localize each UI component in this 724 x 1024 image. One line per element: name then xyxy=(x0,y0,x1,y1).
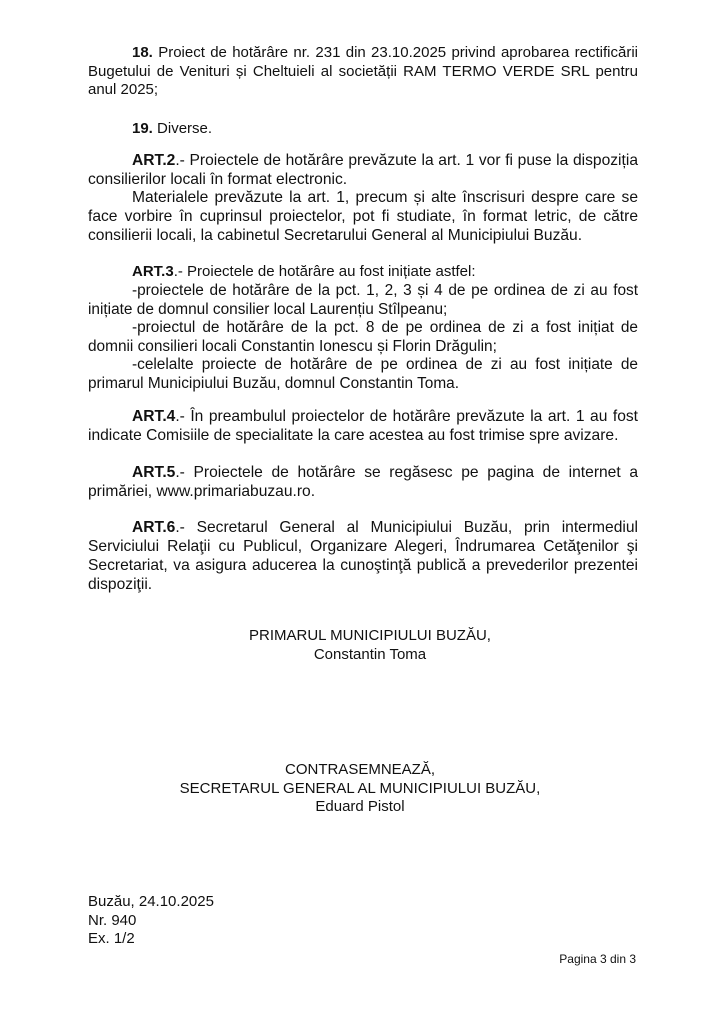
document-registration xyxy=(88,893,214,949)
article-text: .- În preambulul proiectelor de hotărâre prevăzute la art. 1 au fost indicate Comisiile de specialitate la care acestea au fost trimise spre avizare. xyxy=(88,408,638,444)
copy-number: Ex. 1/2 xyxy=(88,930,135,948)
article-label: ART.2 xyxy=(132,152,176,169)
article-3-paragraph-1 xyxy=(88,263,638,282)
article-3-list-item-3: -celelalte proiecte de hotărâre de pe ordinea de zi au fost inițiate de primarul Municipiului Buzău, domnul Constantin Toma. xyxy=(88,356,638,392)
agenda-item-number: 18. xyxy=(132,44,153,61)
mayor-signature-block xyxy=(200,627,540,664)
countersign-label: CONTRASEMNEAZĂ, xyxy=(284,761,435,778)
article-label: ART.3 xyxy=(132,263,174,280)
article-text: .- Secretarul General al Municipiului Buzău, prin intermediul Serviciului Relaţii cu Publicul, Organizare Alegeri, Îndrumarea Cetăţenilor şi Secretariat, va asigura aducerea la cunoştinţă publică a prevederilor prezentei dispoziţii. xyxy=(88,519,638,593)
mayor-title: PRIMARUL MUNICIPIULUI BUZĂU, xyxy=(249,627,491,644)
article-text: .- Proiectele de hotărâre se regăsesc pe pagina de internet a primăriei, www.primariabuzau.ro. xyxy=(88,464,638,500)
article-4 xyxy=(88,407,638,445)
countersign-block xyxy=(150,761,570,817)
article-5 xyxy=(88,463,638,501)
article-label: ART.6 xyxy=(132,519,176,536)
agenda-item-text: Diverse. xyxy=(157,120,213,137)
article-3-list-item-2: -proiectul de hotărâre de la pct. 8 de pe ordinea de zi a fost inițiat de domnii consilieri locali Constantin Ionescu și Florin Drăgulin; xyxy=(88,319,638,355)
article-label: ART.5 xyxy=(132,464,176,481)
article-2-paragraph-1 xyxy=(88,151,638,189)
agenda-item-18 xyxy=(88,44,638,100)
agenda-item-number: 19. xyxy=(132,120,153,137)
agenda-item-19 xyxy=(88,120,638,139)
mayor-name: Constantin Toma xyxy=(313,645,427,663)
article-6 xyxy=(88,518,638,594)
place-date: Buzău, 24.10.2025 xyxy=(88,893,214,910)
article-text: .- Proiectele de hotărâre prevăzute la art. 1 vor fi puse la dispoziția consilierilor locali în format electronic. xyxy=(88,152,638,188)
article-text: .- Proiectele de hotărâre au fost inițiate astfel: xyxy=(173,263,476,280)
agenda-item-text: Proiect de hotărâre nr. 231 din 23.10.2025 privind aprobarea rectificării Bugetului de Venituri și Cheltuieli al societății RAM TERMO VERDE SRL pentru anul 2025; xyxy=(88,44,639,99)
registration-number: Nr. 940 xyxy=(88,911,137,929)
secretary-title: SECRETARUL GENERAL AL MUNICIPIULUI BUZĂU, xyxy=(179,779,541,797)
article-label: ART.4 xyxy=(132,408,176,425)
secretary-name: Eduard Pistol xyxy=(315,798,405,816)
article-2-paragraph-2: Materialele prevăzute la art. 1, precum și alte înscrisuri despre care se face vorbire în cuprinsul proiectelor, pot fi studiate, în format letric, de către consilierii locali, la cabinetul Secretarului General al Municipiului Buzău. xyxy=(88,189,638,244)
page-number: Pagina 3 din 3 xyxy=(559,952,636,966)
article-3-list-item-1: -proiectele de hotărâre de la pct. 1, 2, 3 și 4 de pe ordinea de zi au fost inițiate de domnul consilier local Laurențiu Stîlpeanu; xyxy=(88,282,638,318)
